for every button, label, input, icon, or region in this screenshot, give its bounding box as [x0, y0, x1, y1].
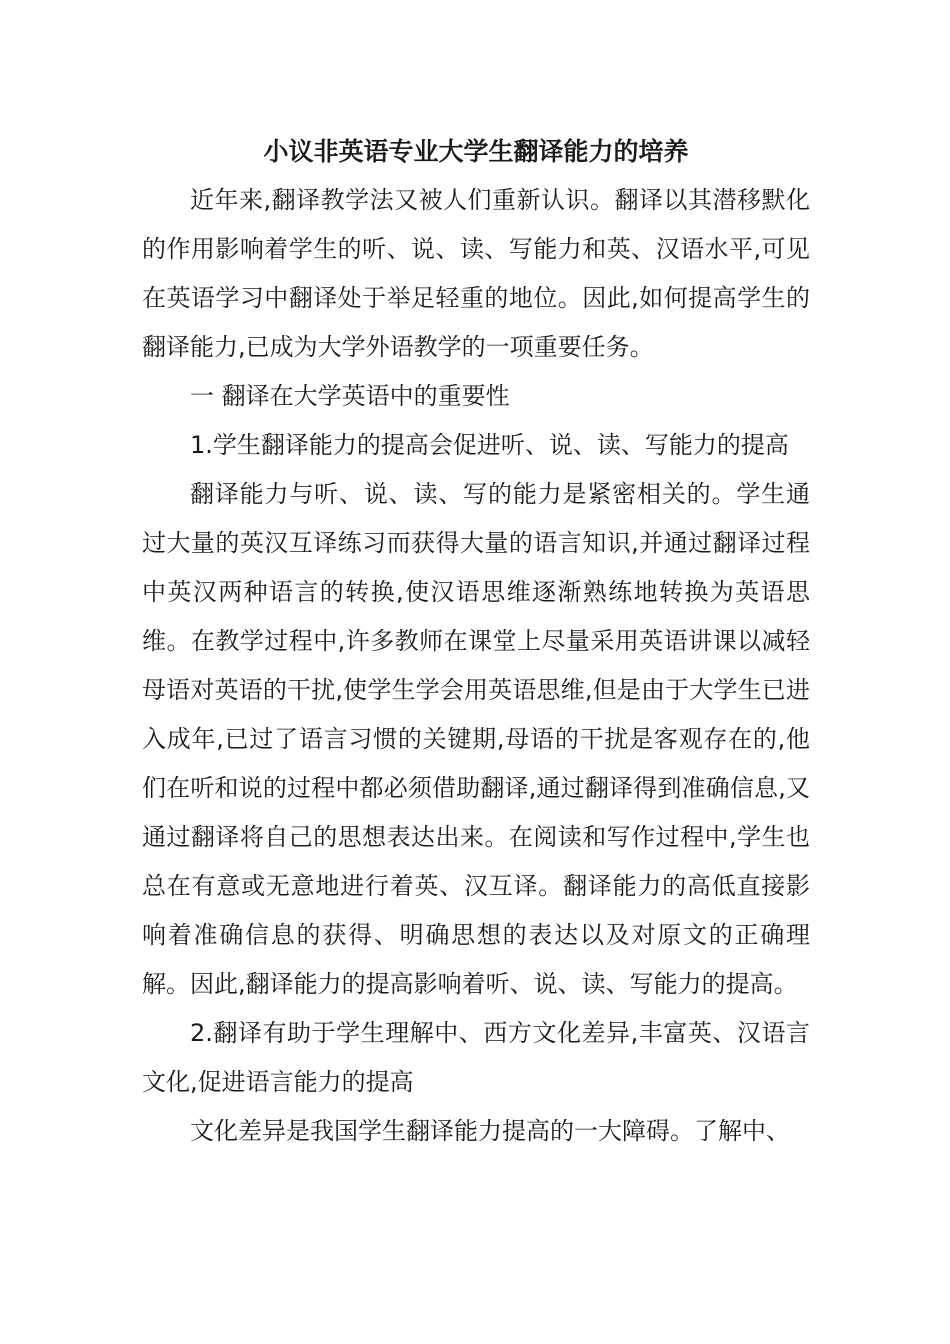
paragraph-body-2: 文化差异是我国学生翻译能力提高的一大障碍。了解中、 [190, 1117, 790, 1145]
document-body [142, 128, 810, 1156]
subsection-heading-1: 1.学生翻译能力的提高会促进听、说、读、写能力的提高 [190, 431, 789, 459]
document-title: 小议非英语专业大学生翻译能力的培养 [263, 137, 689, 166]
paragraph-body-1: 翻译能力与听、说、读、写的能力是紧密相关的。学生通过大量的英汉互译练习而获得大量的语言知识,并通过翻译过程中英汉两种语言的转换,使汉语思维逐渐熟练地转换为英语思维。在教学过程中,许多教师在课堂上尽量采用英语讲课以减轻母语对英语的干扰,使学生学会用英语思维,但是由于大学生已进入成年,已过了语言习惯的关键期,母语的干扰是客观存在的,他们在听和说的过程中都必须借助翻译,通过翻译得到准确信息,又通过翻译将自己的思想表达出来。在阅读和写作过程中,学生也总在有意或无意地进行着英、汉互译。翻译能力的高低直接影响着准确信息的获得、明确思想的表达以及对原文的正确理解。因此,翻译能力的提高影响着听、说、读、写能力的提高。 [142, 480, 810, 998]
subsection-heading-2: 2.翻译有助于学生理解中、西方文化差异,丰富英、汉语言文化,促进语言能力的提高 [142, 1019, 810, 1096]
section-heading-1: 一 翻译在大学英语中的重要性 [190, 382, 510, 410]
paragraph-intro: 近年来,翻译教学法又被人们重新认识。翻译以其潜移默化的作用影响着学生的听、说、读、写能力和英、汉语水平,可见在英语学习中翻译处于举足轻重的地位。因此,如何提高学生的翻译能力,已成为大学外语教学的一项重要任务。 [142, 186, 810, 361]
